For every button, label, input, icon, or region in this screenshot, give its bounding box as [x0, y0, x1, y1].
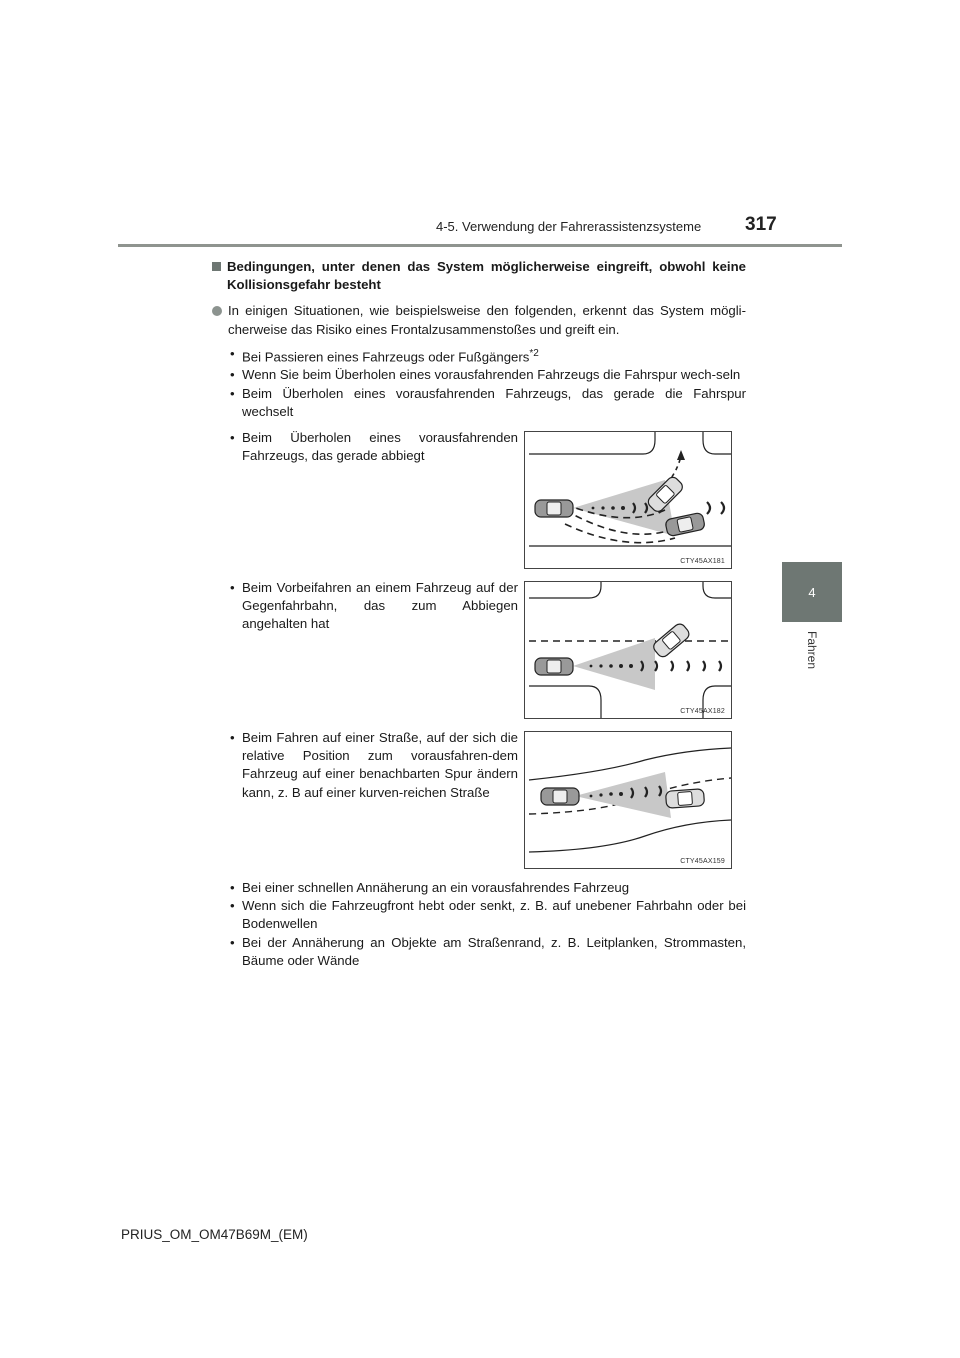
list-item-text: Bei Passieren eines Fahrzeugs oder Fußgängers	[242, 349, 530, 365]
figure-curved-road	[524, 731, 732, 869]
figure-caption: • Beim Vorbeifahren an einem Fahrzeug auf der Gegenfahrbahn, das zum Abbiegen angehalten hat	[230, 579, 518, 634]
section-content	[210, 258, 746, 421]
figure-oncoming-vehicle	[524, 581, 732, 719]
figure-code: CTY45AX182	[680, 708, 725, 715]
chapter-tab-number: 4	[808, 584, 816, 600]
list-item: • Wenn Sie beim Überholen eines vorausfahrenden Fahrzeugs die Fahrspur wech-seln	[230, 366, 746, 384]
intro-item	[210, 302, 746, 338]
additional-situations-list	[230, 879, 746, 970]
figure-caption: • Beim Überholen eines vorausfahrenden Fahrzeugs, das gerade abbiegt	[230, 429, 518, 465]
list-item: • Wenn sich die Fahrzeugfront hebt oder senkt, z. B. auf unebener Fahrbahn oder bei Bodenwellen	[230, 897, 746, 933]
chapter-tab	[782, 562, 842, 622]
page-number: 317	[745, 214, 777, 235]
figure-illustration	[525, 582, 731, 718]
figure-illustration	[525, 432, 731, 568]
list-item: • Bei der Annäherung an Objekte am Straßenrand, z. B. Leitplanken, Strommasten, Bäume oder Wände	[230, 934, 746, 970]
section-heading-text: Bedingungen, unter denen das System möglicherweise eingreift, obwohl keine Kollisionsgefahr besteht	[227, 259, 746, 293]
circle-bullet-icon	[212, 306, 222, 316]
figure-illustration	[525, 732, 731, 868]
square-bullet-icon	[212, 262, 221, 271]
situation-list	[230, 345, 746, 421]
list-item: • Bei einer schnellen Annäherung an ein vorausfahrendes Fahrzeug	[230, 879, 746, 897]
footnote-ref: *2	[529, 347, 539, 359]
section-heading	[210, 258, 746, 294]
header-rule	[118, 244, 842, 247]
figure-caption: • Beim Fahren auf einer Straße, auf der sich die relative Position zum vorausfahren-dem Fahrzeug auf einer benachbarten Spur ändern kann, z. B auf einer kurven-reichen Straße	[230, 729, 518, 802]
figure-code: CTY45AX181	[680, 558, 725, 565]
chapter-tab-label: Fahren	[805, 630, 819, 670]
list-item: • Beim Überholen eines vorausfahrenden Fahrzeugs, das gerade die Fahrspur wechselt	[230, 385, 746, 421]
footer-document-code: PRIUS_OM_OM47B69M_(EM)	[121, 1227, 308, 1242]
list-item	[230, 345, 746, 367]
header-chapter-title: 4-5. Verwendung der Fahrerassistenzsysteme	[436, 219, 702, 234]
intro-text: In einigen Situationen, wie beispielsweise den folgenden, erkennt das System mögli-cherweise das Risiko eines Frontalzusammenstoßes und greift ein.	[228, 303, 746, 337]
figure-code: CTY45AX159	[680, 858, 725, 865]
figure-turning-vehicle	[524, 431, 732, 569]
